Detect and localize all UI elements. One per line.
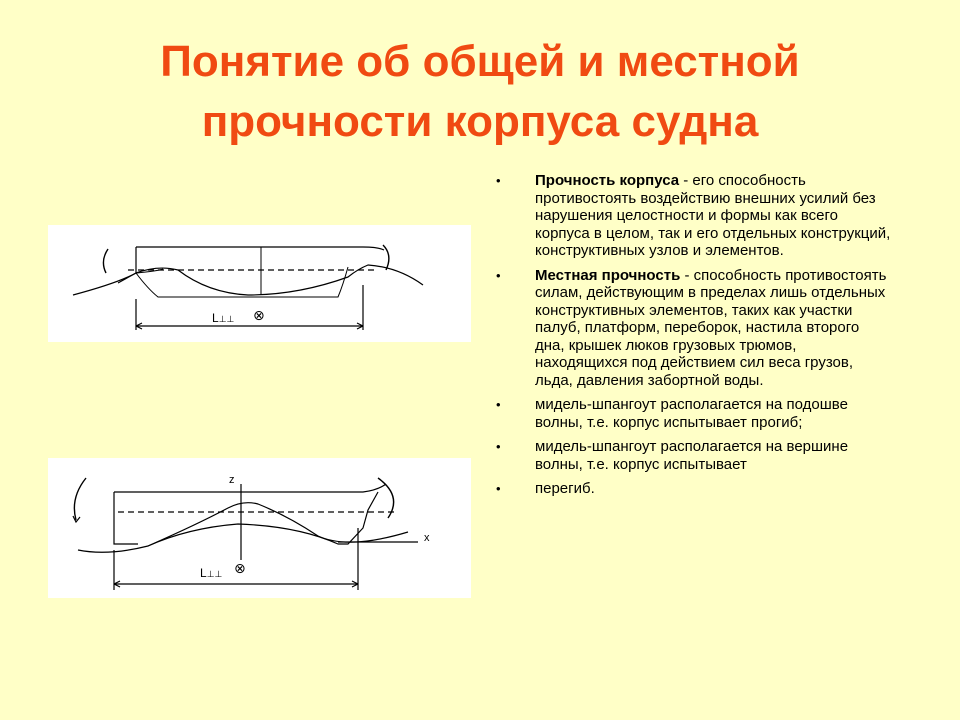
bullet-icon: • (496, 397, 501, 412)
hull-trough-diagram (48, 225, 471, 342)
bullet-icon: • (496, 267, 501, 283)
bullet-icon: • (496, 173, 501, 188)
bullet-text: мидель-шпангоут располагается на вершине волны, т.е. корпус испытывает (535, 438, 849, 473)
bullet-text: перегиб. (535, 480, 595, 497)
hull-crest-diagram (48, 458, 471, 598)
z-axis-label: z (229, 474, 235, 486)
bullet-term: Прочность корпуса (535, 172, 680, 189)
bullet-icon: • (496, 481, 501, 496)
midship-symbol: ⊗ (234, 560, 246, 576)
length-label: L⊥⊥ (200, 566, 223, 580)
slide-title: Понятие об общей и местной прочности корпуса судна (160, 37, 800, 146)
bullet-hogging (492, 480, 892, 498)
bullet-icon: • (496, 439, 501, 454)
length-label: L⊥⊥ (212, 311, 235, 325)
bullet-text: мидель-шпангоут располагается на подошве волны, т.е. корпус испытывает прогиб; (535, 396, 848, 431)
bullet-term: Местная прочность (535, 266, 681, 284)
bullet-hull-strength (492, 172, 892, 260)
x-axis-label: x (424, 532, 430, 544)
bullet-trough (492, 396, 892, 431)
midship-symbol: ⊗ (253, 307, 265, 323)
bullet-crest (492, 438, 892, 473)
bullet-list (492, 172, 892, 505)
bullet-text: - способность противостоять силам, действующим в пределах лишь отдельных конструктивных элементов, таких как участки палуб, платформ, переборок, настила второго дна, крышек люков грузовых трюмов, находящихся под действием сил веса грузов, льда, давления забортной воды. (535, 266, 887, 389)
bullet-local-strength (492, 267, 892, 390)
bullet-text: - его способность противостоять воздействию внешних усилий без нарушения целостности и формы как всего корпуса в целом, так и его отдельных конструкций, конструктивных узлов и элементов. (535, 172, 891, 259)
